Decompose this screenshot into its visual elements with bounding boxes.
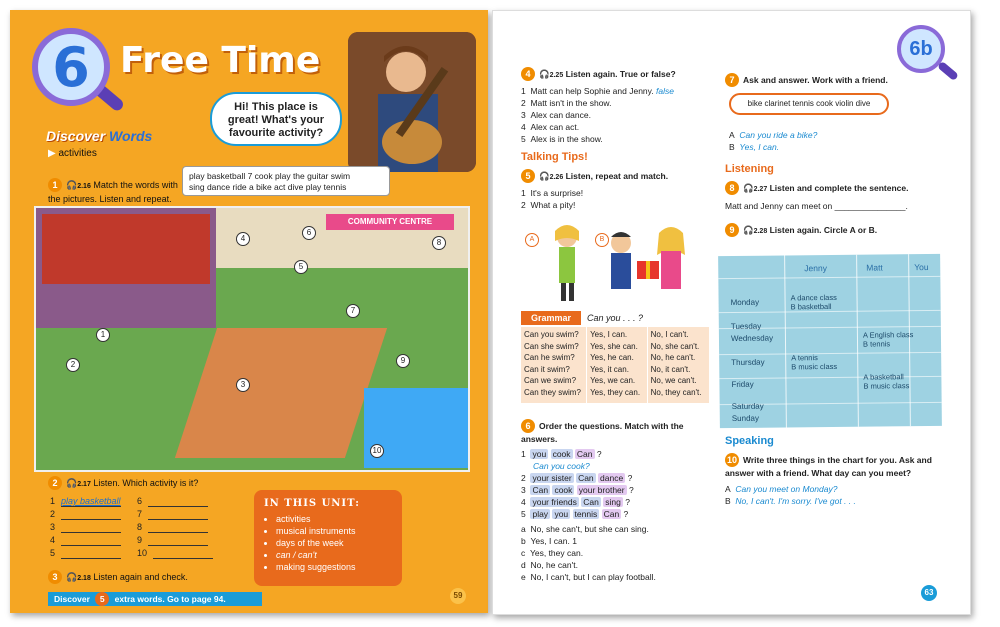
- tf-item: 2 Matt isn't in the show.: [521, 98, 612, 108]
- chart-day: Thursday: [731, 357, 765, 368]
- exercise-number: 10: [726, 455, 737, 465]
- track-number: 2.16: [77, 183, 91, 190]
- boy-guitar-illustration: [348, 32, 476, 172]
- answer-row: [50, 522, 229, 533]
- answer-item: [521, 559, 721, 571]
- chart-rule: [718, 276, 940, 279]
- exercise-number: 4: [521, 67, 535, 81]
- track-number: 2.18: [77, 575, 91, 582]
- scene-number: 6: [302, 226, 316, 240]
- track-number: 2.25: [549, 72, 564, 79]
- stage-curtain: [42, 214, 210, 284]
- grammar-no: No, we can't.: [650, 376, 697, 385]
- answer-text: Yes, I can. 1: [530, 536, 577, 546]
- answer-num: 3: [50, 522, 56, 532]
- chart-header: You: [914, 261, 929, 273]
- chart-option[interactable]: B music class: [863, 381, 910, 391]
- answer-item: [521, 571, 721, 583]
- scene-number: 10: [370, 444, 384, 458]
- scene-number: 2: [66, 358, 80, 372]
- dialog-text: Can you meet on Monday?: [735, 484, 838, 494]
- unit-corner-badge: 6b: [897, 25, 945, 73]
- answer-grid: [50, 496, 229, 561]
- exercise-9: [725, 223, 877, 238]
- answer-text: No, she can't, but she can sing.: [530, 524, 649, 534]
- discover-words-heading: [46, 128, 152, 144]
- answer-num: 9: [137, 535, 143, 545]
- word-chip[interactable]: Can: [583, 497, 599, 507]
- grammar-label: Grammar: [521, 311, 581, 325]
- track-number: 2.26: [549, 174, 564, 181]
- chart-day: Sunday: [731, 413, 759, 424]
- answer-row: [50, 548, 229, 559]
- word-chip[interactable]: sing: [605, 497, 621, 507]
- word-chip[interactable]: Can: [532, 485, 549, 495]
- topic-text: activities: [58, 148, 97, 159]
- answer-letter: a: [521, 524, 526, 534]
- order-num: 4: [521, 497, 526, 507]
- exercise-3: [48, 570, 188, 585]
- ex8-sentence: Matt and Jenny can meet on _______________.: [725, 201, 908, 211]
- unit-number: 6: [52, 35, 90, 99]
- chart-cell[interactable]: [863, 330, 914, 349]
- answer-num: 6: [137, 496, 143, 506]
- answer-letter: c: [521, 548, 526, 558]
- track-number: 2.17: [77, 481, 91, 488]
- order-num: 1: [521, 449, 526, 459]
- stage: [36, 208, 216, 328]
- chart-day: Tuesday: [730, 321, 762, 332]
- scene-number: 9: [396, 354, 410, 368]
- exercise-text: Listen and complete the sentence.: [769, 183, 909, 193]
- speaker: B: [729, 142, 735, 152]
- chart-cell[interactable]: [791, 353, 837, 371]
- footer-number: 5: [95, 592, 109, 606]
- answer-line[interactable]: play basketball: [61, 496, 121, 506]
- tf-item: 4 Alex can act.: [521, 122, 580, 132]
- word-chip[interactable]: Can: [578, 473, 594, 483]
- play-icon: ▶: [48, 148, 56, 159]
- unit-box-item: • days of the week: [276, 537, 392, 549]
- scene-number: 4: [236, 232, 250, 246]
- exercise-number: 7: [725, 73, 739, 87]
- answer-num: 8: [137, 522, 143, 532]
- answer-num: 5: [50, 548, 56, 558]
- dialog-line: [725, 495, 935, 507]
- ex7-word-box: bike clarinet tennis cook violin dive: [729, 93, 889, 115]
- tf-item: 5 Alex is in the show.: [521, 134, 603, 144]
- dialog-text: No, I can't. I'm sorry. I've got . . .: [735, 496, 856, 506]
- track-number: 2.27: [753, 186, 768, 193]
- footer-text: Discover: [54, 594, 90, 604]
- chart-option[interactable]: B music class: [791, 361, 838, 372]
- exercise-number: 3: [48, 570, 62, 584]
- word-chip[interactable]: your sister: [532, 473, 572, 483]
- exercise-number: 1: [48, 178, 62, 192]
- chart-divider: [856, 255, 859, 427]
- word-chip[interactable]: play: [532, 509, 549, 519]
- exercise-text: Listen, repeat and match.: [565, 171, 669, 181]
- answer-num: 7: [137, 509, 143, 519]
- unit-box-item: • can / can't: [276, 549, 392, 561]
- dialog-line: [729, 129, 817, 141]
- community-centre-sign: COMMUNITY CENTRE: [326, 214, 454, 230]
- word-chip[interactable]: cook: [554, 485, 573, 495]
- left-page: [10, 10, 488, 613]
- grammar-no: No, it can't.: [650, 364, 691, 374]
- exercise-number: 5: [521, 169, 535, 183]
- grammar-yes: Yes, he can.: [590, 353, 634, 362]
- word-chip[interactable]: you: [554, 509, 569, 519]
- chart-day: Friday: [731, 379, 754, 390]
- scene-number: 1: [96, 328, 110, 342]
- speaker: A: [729, 130, 735, 140]
- answer-line[interactable]: [61, 522, 121, 533]
- grammar-question: Can you swim?: [524, 330, 579, 339]
- unit-box-list: [264, 513, 392, 573]
- answer-item: [521, 547, 721, 559]
- answer-line[interactable]: [148, 496, 208, 507]
- answer-line[interactable]: [148, 522, 208, 533]
- label-b: B: [595, 233, 609, 247]
- answer-num: 2: [50, 509, 56, 519]
- tf-text: Alex can act.: [530, 122, 580, 132]
- tf-text: Alex is in the show.: [530, 134, 603, 144]
- order-num: 2: [521, 473, 526, 483]
- exercise-text: Write three things in the chart for you. Ask and answer with a friend. What day can you meet?: [725, 455, 932, 478]
- exercise-number: 6: [521, 419, 535, 433]
- grammar-table: [521, 327, 709, 403]
- exercise-2: [48, 476, 198, 491]
- word-chip[interactable]: Can: [576, 449, 593, 459]
- tf-answer: false: [656, 86, 674, 96]
- page-number: 63: [921, 585, 937, 601]
- right-page: [492, 10, 971, 615]
- ex7-dialog: [729, 129, 817, 153]
- chart-option[interactable]: A dance class: [790, 292, 837, 303]
- exercise-10: [725, 453, 935, 507]
- exercise-text: Order the questions. Match with the answers.: [521, 421, 684, 444]
- chart-option[interactable]: B tennis: [862, 339, 891, 349]
- chart-option[interactable]: B basketball: [790, 301, 832, 312]
- tip-item: 1 It's a surprise!: [521, 188, 584, 198]
- timetable-chart: [718, 254, 942, 428]
- topic-line: [48, 148, 97, 159]
- answer-num: 4: [50, 535, 56, 545]
- grammar-question: Can we swim?: [524, 376, 577, 385]
- order-row: 3 Can cook your brother ?: [521, 485, 634, 495]
- exercise-text: Listen. Which activity is it?: [93, 478, 199, 488]
- answer-letter: e: [521, 572, 526, 582]
- word-chip[interactable]: tennis: [574, 509, 598, 519]
- chart-cell[interactable]: [790, 293, 836, 311]
- order-row: 4 your friends Can sing ?: [521, 497, 630, 507]
- answer-line[interactable]: [148, 509, 208, 520]
- dialog-line: [729, 141, 817, 153]
- answer-row: [50, 535, 229, 546]
- chart-cell[interactable]: [863, 372, 909, 390]
- tf-text: Matt isn't in the show.: [530, 98, 612, 108]
- grammar-box: [521, 311, 709, 405]
- grammar-no: No, I can't.: [650, 330, 689, 339]
- grammar-question: Can it swim?: [524, 364, 570, 374]
- community-centre-scene: [34, 206, 470, 472]
- magnifier-handle-icon: [937, 61, 959, 81]
- answer-letter: b: [521, 536, 526, 546]
- exercise-1: [48, 178, 188, 205]
- boy-with-guitar-photo: [348, 32, 476, 172]
- answer-line[interactable]: [61, 535, 121, 546]
- chart-option[interactable]: A basketball: [863, 372, 904, 382]
- tip-item: 2 What a pity!: [521, 200, 576, 210]
- word-chip[interactable]: dance: [600, 473, 624, 483]
- tip-text: What a pity!: [530, 200, 576, 210]
- answer-line[interactable]: [61, 548, 121, 559]
- order-num: 5: [521, 509, 526, 519]
- exercise-4: [521, 67, 711, 145]
- exercise-text: Listen again and check.: [93, 572, 188, 582]
- speech-bubble: Hi! This place is great! What's your favourite activity?: [210, 92, 342, 146]
- chart-option[interactable]: A tennis: [791, 353, 818, 363]
- scene-number: 3: [236, 378, 250, 392]
- word-box-line-2: sing dance ride a bike act dive play tennis: [189, 182, 347, 192]
- tf-text: Matt can help Sophie and Jenny.: [530, 86, 654, 96]
- exercise-text: Listen again. True or false?: [565, 69, 676, 79]
- headphones-icon: 🎧: [66, 180, 78, 190]
- exercise-6: [521, 419, 721, 583]
- headphones-icon: 🎧: [743, 225, 754, 235]
- scene-number: 7: [346, 304, 360, 318]
- model-answer: Can you cook?: [533, 461, 590, 471]
- answer-letter: d: [521, 560, 526, 570]
- dialog-text: Yes, I can.: [739, 142, 780, 152]
- chart-day: Saturday: [731, 401, 764, 412]
- answer-line[interactable]: [61, 509, 121, 520]
- grammar-heading: Can you . . . ?: [587, 313, 644, 323]
- chart-header: Matt: [866, 262, 883, 273]
- grammar-yes: Yes, I can.: [590, 330, 628, 339]
- headphones-icon: 🎧: [66, 478, 78, 488]
- word-chip[interactable]: you: [532, 449, 547, 459]
- answer-text: No, I can't, but I can play football.: [530, 572, 656, 582]
- headphones-icon: 🎧: [539, 171, 550, 181]
- answer-num: 1: [50, 496, 56, 506]
- talking-tips-title: Talking Tips!: [521, 151, 588, 163]
- tf-item: 3 Alex can dance.: [521, 110, 591, 120]
- answer-text: No, he can't.: [530, 560, 578, 570]
- word-box-line-1: play basketball 7 cook play the guitar swim: [189, 171, 351, 181]
- label-a: A: [525, 233, 539, 247]
- answer-row: [50, 509, 229, 520]
- headphones-icon: 🎧: [66, 572, 78, 582]
- footer-text: extra words. Go to page 94.: [114, 594, 226, 604]
- speaker: A: [725, 484, 731, 494]
- unit-title: Free Time: [120, 40, 321, 81]
- answer-num: 10: [137, 548, 148, 558]
- exercise-8: [725, 181, 955, 212]
- grammar-yes: Yes, they can.: [590, 387, 641, 397]
- words-label: Words: [109, 128, 153, 144]
- chart-day: Monday: [730, 297, 760, 308]
- page-number: 59: [450, 588, 466, 604]
- in-this-unit-box: [254, 490, 402, 586]
- grammar-no: No, he can't.: [650, 353, 696, 362]
- scene-number: 8: [432, 236, 446, 250]
- grammar-question: Can they swim?: [524, 387, 581, 397]
- speaker: B: [725, 496, 731, 506]
- grammar-questions-col: [521, 327, 586, 403]
- order-row: 1 you cook Can ?: [521, 449, 602, 459]
- order-num: 3: [521, 485, 526, 495]
- grammar-question: Can she swim?: [524, 341, 579, 351]
- word-chip[interactable]: your brother: [578, 485, 625, 495]
- order-row: 2 your sister Can dance ?: [521, 473, 633, 483]
- word-box: [182, 166, 390, 196]
- dialog-text: Can you ride a bike?: [739, 130, 818, 140]
- word-chip[interactable]: Can: [603, 509, 620, 519]
- chart-option[interactable]: A English class: [862, 330, 914, 340]
- unit-box-title: IN THIS UNIT:: [264, 498, 360, 509]
- exercise-number: 2: [48, 476, 62, 490]
- exercise-number: 9: [725, 223, 739, 237]
- scene-number: 5: [294, 260, 308, 274]
- grammar-yes: Yes, she can.: [590, 341, 638, 351]
- word-chip[interactable]: cook: [552, 449, 571, 459]
- dialog-line: [725, 483, 935, 495]
- grammar-question: Can he swim?: [524, 353, 575, 362]
- discover-footer-bar[interactable]: [48, 592, 262, 606]
- grammar-yes: Yes, it can.: [590, 364, 629, 374]
- unit-box-item: • activities: [276, 513, 392, 525]
- headphones-icon: 🎧: [743, 183, 754, 193]
- unit-box-item: • making suggestions: [276, 561, 392, 573]
- chart-header: Jenny: [804, 263, 827, 274]
- discover-label: Discover: [46, 128, 106, 144]
- exercise-text: Ask and answer. Work with a friend.: [743, 75, 888, 85]
- unit-number-badge: [32, 28, 110, 106]
- answer-text: Yes, they can.: [529, 548, 584, 558]
- chart-day: Wednesday: [730, 333, 774, 344]
- grammar-no: No, they can't.: [650, 387, 702, 397]
- exercise-5: [521, 169, 711, 211]
- tf-text: Alex can dance.: [530, 110, 591, 120]
- exercise-number: 8: [725, 181, 739, 195]
- unit-box-item: • musical instruments: [276, 525, 392, 537]
- speaking-title: Speaking: [725, 435, 774, 447]
- headphones-icon: 🎧: [539, 69, 550, 79]
- tip-text: It's a surprise!: [530, 188, 584, 198]
- exercise-text: Match the words with the pictures. Listen and repeat.: [48, 180, 178, 204]
- chart-divider: [784, 255, 787, 427]
- word-chip[interactable]: your friends: [532, 497, 577, 507]
- order-row: 5 play you tennis Can ?: [521, 509, 629, 519]
- tf-item: 1 Matt can help Sophie and Jenny. false: [521, 86, 674, 96]
- grammar-yes-col: [586, 327, 647, 403]
- answer-line[interactable]: [153, 548, 213, 559]
- track-number: 2.28: [753, 228, 768, 235]
- answer-item: [521, 535, 721, 547]
- grammar-yes: Yes, we can.: [590, 376, 636, 385]
- listening-title: Listening: [725, 163, 774, 175]
- exercise-7: [725, 73, 888, 87]
- answer-row: [50, 496, 229, 507]
- talking-tips-illustration: [541, 221, 711, 305]
- grammar-no: No, she can't.: [650, 341, 700, 351]
- exercise-text: Listen again. Circle A or B.: [769, 225, 878, 235]
- answer-item: [521, 523, 721, 535]
- grammar-no-col: [647, 327, 709, 403]
- answer-line[interactable]: [148, 535, 208, 546]
